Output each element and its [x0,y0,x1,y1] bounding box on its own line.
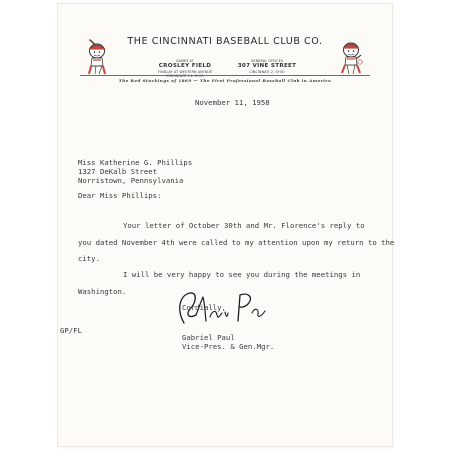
office-address [236,59,298,74]
letter-sheet [58,4,395,446]
reds-mascot-logo-icon [339,38,363,78]
letter-date: November 11, 1958 [195,98,270,107]
body-line-4: I will be very happy to see you during the meetings in [123,270,361,279]
salutation: Dear Miss Phillips: [78,191,162,200]
body-line-3: city. [78,254,100,263]
office-city: CINCINNATI 2, OHIO [249,69,285,74]
body-line-1: Your letter of October 30th and Mr. Florence's reply to [123,221,365,230]
signer-name: Gabriel Paul [182,333,235,342]
closing: Cordially, [182,303,226,312]
letterhead-divider [80,75,370,76]
body-line-2: you dated November 4th were called to my attention upon my return to the [78,238,395,247]
ballpark-street: FINDLAY AT WESTERN AVENUE [158,69,212,74]
office-street: 307 VINE STREET [237,63,297,69]
signer-title: Vice-Pres. & Gen.Mgr. [182,342,275,351]
recipient-block [78,158,192,185]
recipient-street: 1327 DeKalb Street [78,167,158,176]
body-line-5: Washington. [78,287,127,296]
recipient-city: Norristown, Pennsylvania [78,176,184,185]
ballpark-address-label: GAMES AT [176,59,194,63]
club-name-heading: THE CINCINNATI BASEBALL CLUB CO. [127,36,323,47]
office-address-label: GENERAL OFFICES [250,59,284,63]
ballpark-name: CROSLEY FIELD [158,63,212,69]
typist-initials: GP/FL [60,326,82,335]
letterhead-tagline: The Red Stockings of 1869 — The First Professional Baseball Club in America [118,78,332,83]
recipient-name: Miss Katherine G. Phillips [78,158,193,167]
